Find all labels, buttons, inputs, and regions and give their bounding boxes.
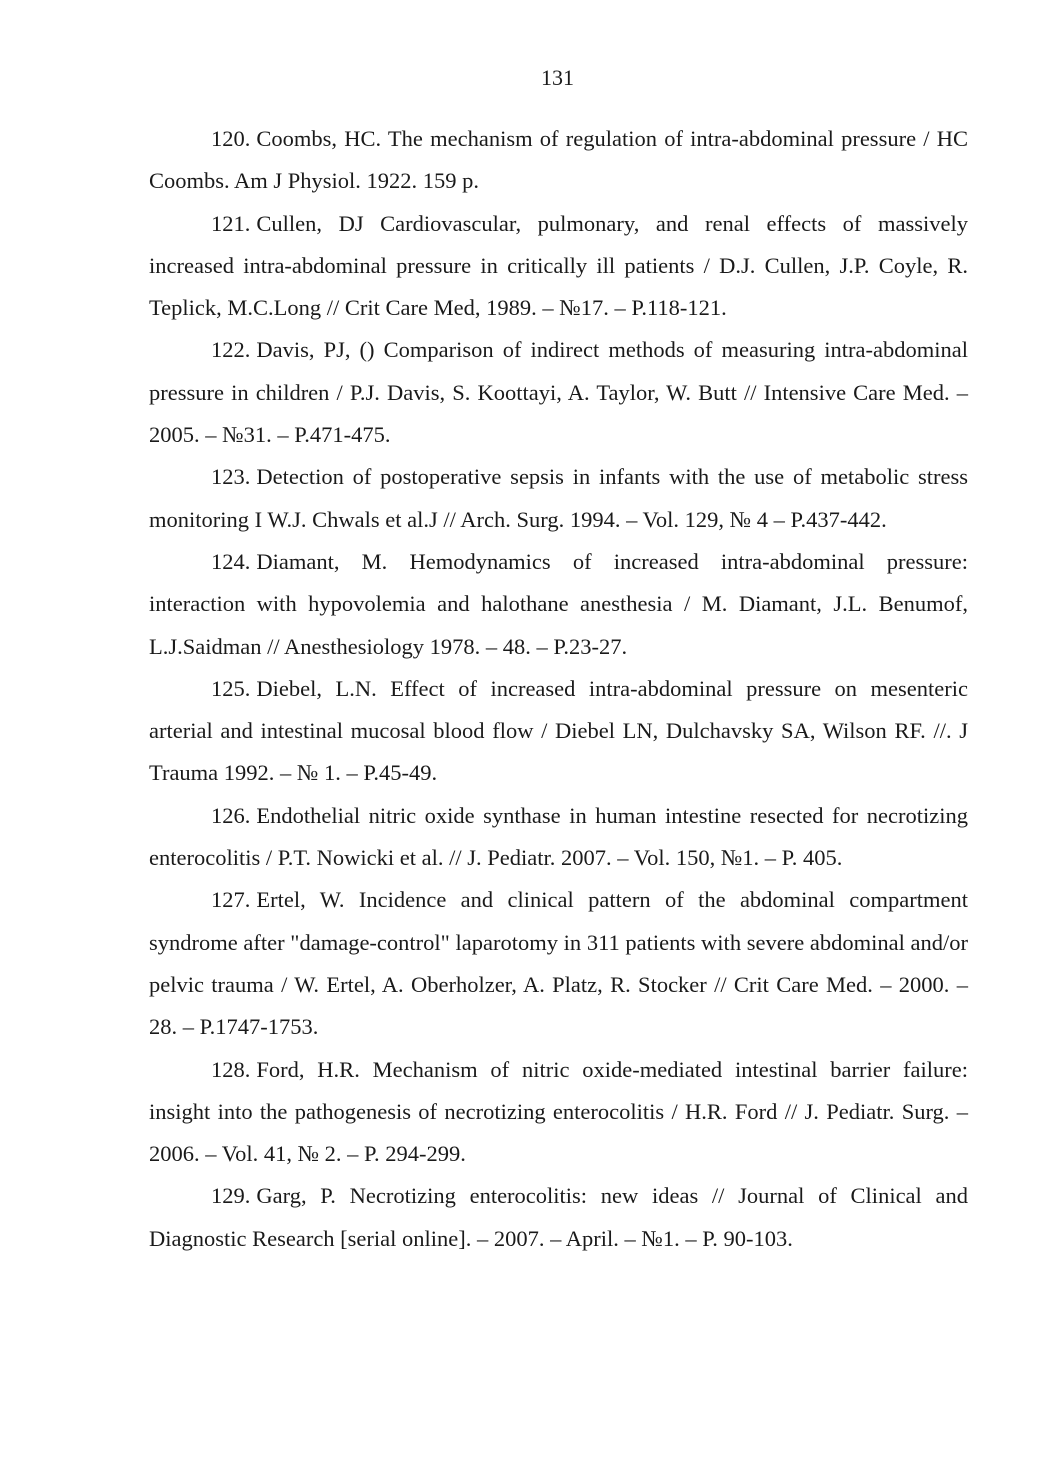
reference-item	[149, 879, 968, 1048]
reference-number: 124.	[211, 548, 251, 574]
reference-text: Endothelial nitric oxide synthase in human intestine resected for necrotizing enterocolitis / P.T. Nowicki et al. // J. Pediatr. 2007. – Vol. 150, №1. – P. 405.	[149, 802, 968, 871]
reference-text: Diebel, L.N. Effect of increased intra-abdominal pressure on mesenteric arterial and intestinal mucosal blood flow / Diebel LN, Dulchavsky SA, Wilson RF. //. J Trauma 1992. – № 1. – P.45-49.	[149, 675, 968, 786]
page-number: 131	[541, 65, 574, 90]
reference-text: Ertel, W. Incidence and clinical pattern of the abdominal compartment syndrome after "damage-control" laparotomy in 311 patients with severe abdominal and/or pelvic trauma / W. Ertel, A. Oberholzer, A. Platz, R. Stocker // Crit Care Med. – 2000. – 28. – P.1747-1753.	[149, 887, 968, 1040]
reference-number: 125.	[211, 675, 251, 701]
reference-item	[149, 795, 968, 880]
reference-number: 121.	[211, 210, 251, 236]
reference-text: Detection of postoperative sepsis in infants with the use of metabolic stress monitoring I W.J. Chwals et al.J // Arch. Surg. 1994. – Vol. 129, № 4 – P.437-442.	[149, 464, 968, 532]
reference-item	[149, 118, 968, 203]
reference-item	[149, 1175, 968, 1260]
reference-number: 127.	[211, 887, 251, 913]
reference-text: Coombs, HC. The mechanism of regulation of intra-abdominal pressure / HC Coombs. Am J Physiol. 1922. 159 p.	[149, 126, 968, 194]
reference-text: Diamant, M. Hemodynamics of increased intra-abdominal pressure: interaction with hypovolemia and halothane anesthesia / M. Diamant, J.L. Benumof, L.J.Saidman // Anesthesiology 1978. – 48. – P.23-27.	[149, 548, 968, 659]
reference-item	[149, 456, 968, 541]
reference-number: 128.	[211, 1056, 251, 1082]
reference-number: 120.	[211, 126, 251, 151]
reference-item	[149, 668, 968, 795]
reference-number: 123.	[211, 464, 251, 490]
reference-item	[149, 541, 968, 668]
reference-item	[149, 1049, 968, 1176]
reference-text: Davis, PJ, () Comparison of indirect methods of measuring intra-abdominal pressure in children / P.J. Davis, S. Koottayi, A. Taylor, W. Butt // Intensive Care Med. – 2005. – №31. – P.471-475.	[149, 337, 968, 448]
reference-number: 122.	[211, 337, 251, 363]
reference-text: Garg, P. Necrotizing enterocolitis: new ideas // Journal of Clinical and Diagnostic Research [serial online]. – 2007. – April. – №1. – P. 90-103.	[149, 1183, 968, 1251]
reference-text: Ford, H.R. Mechanism of nitric oxide-mediated intestinal barrier failure: insight into the pathogenesis of necrotizing enterocolitis / H.R. Ford // J. Pediatr. Surg. – 2006. – Vol. 41, № 2. – P. 294-299.	[149, 1056, 968, 1167]
reference-number: 126.	[211, 802, 251, 828]
reference-number: 129.	[211, 1183, 251, 1209]
reference-item	[149, 203, 968, 330]
reference-list	[149, 118, 968, 1260]
reference-text: Cullen, DJ Cardiovascular, pulmonary, and renal effects of massively increased intra-abdominal pressure in critically ill patients / D.J. Cullen, J.P. Coyle, R. Teplick, M.C.Long // Crit Care Med, 1989. – №17. – P.118-121.	[149, 210, 968, 321]
reference-item	[149, 329, 968, 456]
